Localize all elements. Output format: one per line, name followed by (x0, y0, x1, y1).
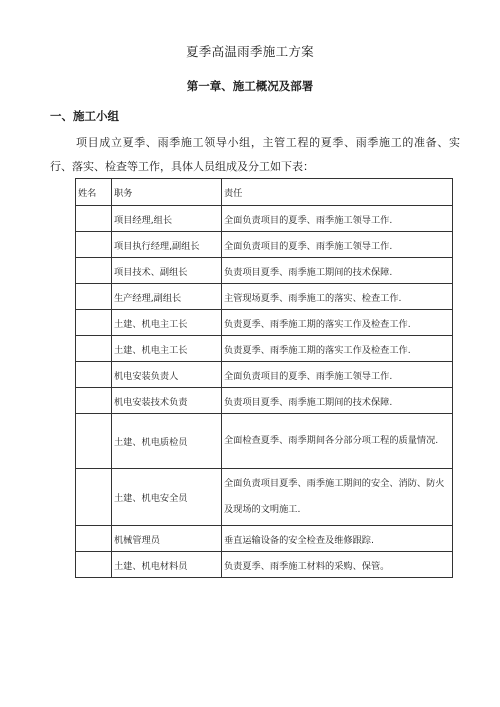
table-row (76, 284, 453, 310)
table-row (76, 232, 453, 258)
cell-name (76, 552, 112, 578)
table-header-row (76, 179, 453, 206)
cell-position: 项目执行经理,副组长 (112, 232, 222, 258)
cell-position: 土建、机电安全员 (112, 469, 222, 526)
cell-duty: 全面负责项目的夏季、雨季施工领导工作. (222, 232, 453, 258)
cell-name (76, 284, 112, 310)
cell-name (76, 232, 112, 258)
chapter-heading: 第一章、施工概况及部署 (186, 79, 314, 93)
section-heading: 一、施工小组 (50, 109, 119, 123)
cell-name (76, 414, 112, 469)
cell-name (76, 310, 112, 336)
table-row (76, 258, 453, 284)
table-row (76, 388, 453, 414)
header-duty: 责任 (222, 179, 453, 206)
cell-position: 机电安装技术负责 (112, 388, 222, 414)
cell-duty: 负责夏季、雨季施工材料的采购、保管。 (222, 552, 453, 578)
cell-duty: 主管现场夏季、雨季施工的落实、检查工作. (222, 284, 453, 310)
cell-duty: 全面负责项目的夏季、雨季施工领导工作. (222, 206, 453, 232)
table-row (76, 336, 453, 362)
cell-name (76, 526, 112, 552)
cell-position: 土建、机电材料员 (112, 552, 222, 578)
cell-duty: 全面检查夏季、雨季期间各分部分项工程的质量情况. (222, 414, 453, 469)
cell-position: 机电安装负责人 (112, 362, 222, 388)
table-row (76, 526, 453, 552)
cell-duty: 负责夏季、雨季施工期的落实工作及检查工作. (222, 336, 453, 362)
cell-duty: 负责项目夏季、雨季施工期间的技术保障. (222, 258, 453, 284)
cell-position: 土建、机电主工长 (112, 336, 222, 362)
cell-name (76, 469, 112, 526)
header-position: 职务 (112, 179, 222, 206)
table-row (76, 552, 453, 578)
cell-name (76, 388, 112, 414)
header-name: 姓名 (76, 179, 112, 206)
cell-duty: 垂直运输设备的安全检查及维修跟踪. (222, 526, 453, 552)
cell-duty: 负责夏季、雨季施工期的落实工作及检查工作. (222, 310, 453, 336)
document-title: 夏季高温雨季施工方案 (185, 44, 314, 59)
cell-duty: 负责项目夏季、雨季施工期间的技术保障. (222, 388, 453, 414)
cell-duty: 全面负责项目夏季、雨季施工期间的安全、消防、防火及现场的文明施工. (222, 469, 453, 526)
cell-position: 生产经理,副组长 (112, 284, 222, 310)
table-row (76, 414, 453, 469)
table-row (76, 469, 453, 526)
cell-position: 土建、机电质检员 (112, 414, 222, 469)
cell-name (76, 336, 112, 362)
table-row (76, 206, 453, 232)
table-row (76, 362, 453, 388)
cell-name (76, 258, 112, 284)
cell-name (76, 362, 112, 388)
cell-position: 项目技术、副组长 (112, 258, 222, 284)
cell-position: 机械管理员 (112, 526, 222, 552)
cell-duty: 全面负责项目的夏季、雨季施工领导工作. (222, 362, 453, 388)
team-table (75, 178, 453, 578)
cell-position: 土建、机电主工长 (112, 310, 222, 336)
intro-paragraph: 项目成立夏季、雨季施工领导小组，主管工程的夏季、雨季施工的准备、实行、落实、检查等工作，具体人员组成及分工如下表： (50, 136, 460, 173)
table-row (76, 310, 453, 336)
cell-position: 项目经理,组长 (112, 206, 222, 232)
cell-name (76, 206, 112, 232)
